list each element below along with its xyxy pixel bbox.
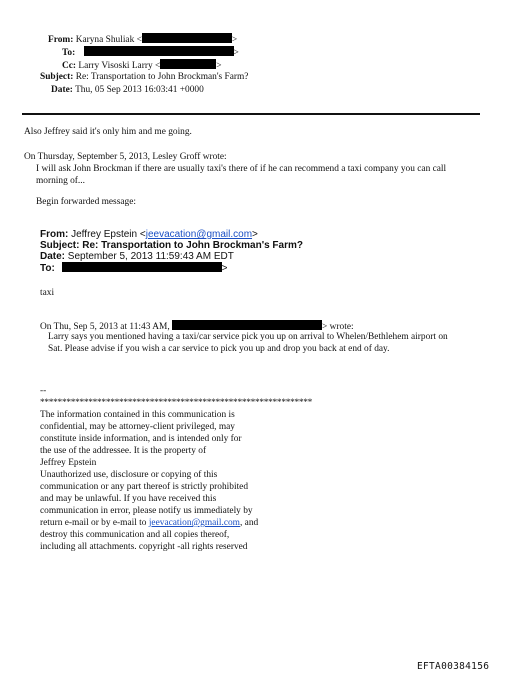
forward-from-name: Jeffrey Epstein < [71, 229, 146, 240]
forward-subject [40, 240, 303, 252]
body-line: Also Jeffrey said it's only him and me going. [24, 127, 192, 137]
header-subject [40, 72, 248, 84]
forward-from-label: From: [40, 229, 69, 240]
disclaimer-line: Jeffrey Epstein [40, 458, 97, 468]
larry-line: Sat. Please advise if you wish a car service to pick you up and drop you back at end of day. [48, 344, 390, 354]
forward-subject-label: Subject: [40, 240, 80, 251]
disclaimer-line: including all attachments. copyright -all rights reserved [40, 542, 248, 552]
redaction-block [84, 46, 234, 56]
forward-subject-value: Re: Transportation to John Brockman's Farm? [82, 240, 303, 251]
disclaimer-line: destroy this communication and all copies thereof, [40, 530, 230, 540]
reply-on-end: > wrote: [322, 322, 354, 332]
reply-text: taxi [40, 288, 55, 298]
from-value: Karyna Shuliak < [75, 35, 142, 45]
larry-line: Larry says you mentioned having a taxi/car service pick you up on arrival to Whelen/Bethlehem airport on [48, 332, 448, 342]
redaction-block [62, 262, 222, 272]
redaction-block [142, 33, 232, 43]
forward-date-label: Date: [40, 251, 66, 262]
forward-to: To: > [40, 263, 228, 274]
from-label: From: [48, 35, 74, 45]
forward-to-label: To: [40, 263, 55, 274]
subject-value: Re: Transportation to John Brockman's Farm? [75, 72, 249, 82]
disclaimer-line: the use of the addressee. It is the property of [40, 446, 207, 456]
forward-date-value: September 5, 2013 11:59:43 AM EDT [67, 251, 234, 262]
disclaimer-line: confidential, may be attorney-client privileged, may [40, 422, 235, 432]
disclaimer-line: constitute inside information, and is intended only for [40, 434, 242, 444]
subject-label: Subject: [40, 72, 74, 82]
stars-line: ************************************************************** [40, 398, 313, 408]
to-label: To: [62, 48, 76, 58]
header-date [51, 85, 204, 97]
quote-intro: On Thursday, September 5, 2013, Lesley Groff wrote: [24, 152, 227, 162]
header-cc: Cc: Larry Visoski Larry < > [62, 61, 222, 71]
date-label: Date: [51, 85, 73, 95]
quote-line: I will ask John Brockman if there are usually taxi's there of if he can recommend a taxi company you can call [36, 164, 447, 174]
forward-from: From: Jeffrey Epstein <jeevacation@gmail.com> [40, 229, 258, 240]
date-value: Thu, 05 Sep 2013 16:03:41 +0000 [75, 85, 204, 95]
header-to: To: > [62, 48, 239, 58]
forwarded-label: Begin forwarded message: [36, 197, 136, 207]
document-id: EFTA00384156 [417, 661, 490, 672]
sender-email-link[interactable]: jeevacation@gmail.com [145, 229, 253, 240]
disclaimer-return-line: return e-mail or by e-mail to jeevacation@gmail.com, and [40, 518, 259, 528]
header-divider [22, 113, 480, 115]
disclaimer-line: communication or any part thereof is strictly prohibited [40, 482, 249, 492]
redaction-block [172, 320, 322, 330]
cc-label: Cc: [62, 61, 77, 71]
disclaimer-line: The information contained in this communication is [40, 410, 235, 420]
cc-value: Larry Visoski Larry < [78, 61, 161, 71]
quote-line: morning of... [36, 176, 85, 186]
reply-on-start: On Thu, Sep 5, 2013 at 11:43 AM, [40, 322, 170, 332]
forward-date [40, 251, 234, 263]
redaction-block [160, 59, 216, 69]
disclaimer-line: Unauthorized use, disclosure or copying of this [40, 470, 218, 480]
header-from: From: Karyna Shuliak < > [48, 35, 238, 45]
signature-dash: -- [40, 386, 47, 396]
disclaimer-line: communication in error, please notify us immediately by [40, 506, 253, 516]
disclaimer-email-link[interactable]: jeevacation@gmail.com [148, 518, 240, 528]
disclaimer-line: and may be unlawful. If you have received this [40, 494, 217, 504]
